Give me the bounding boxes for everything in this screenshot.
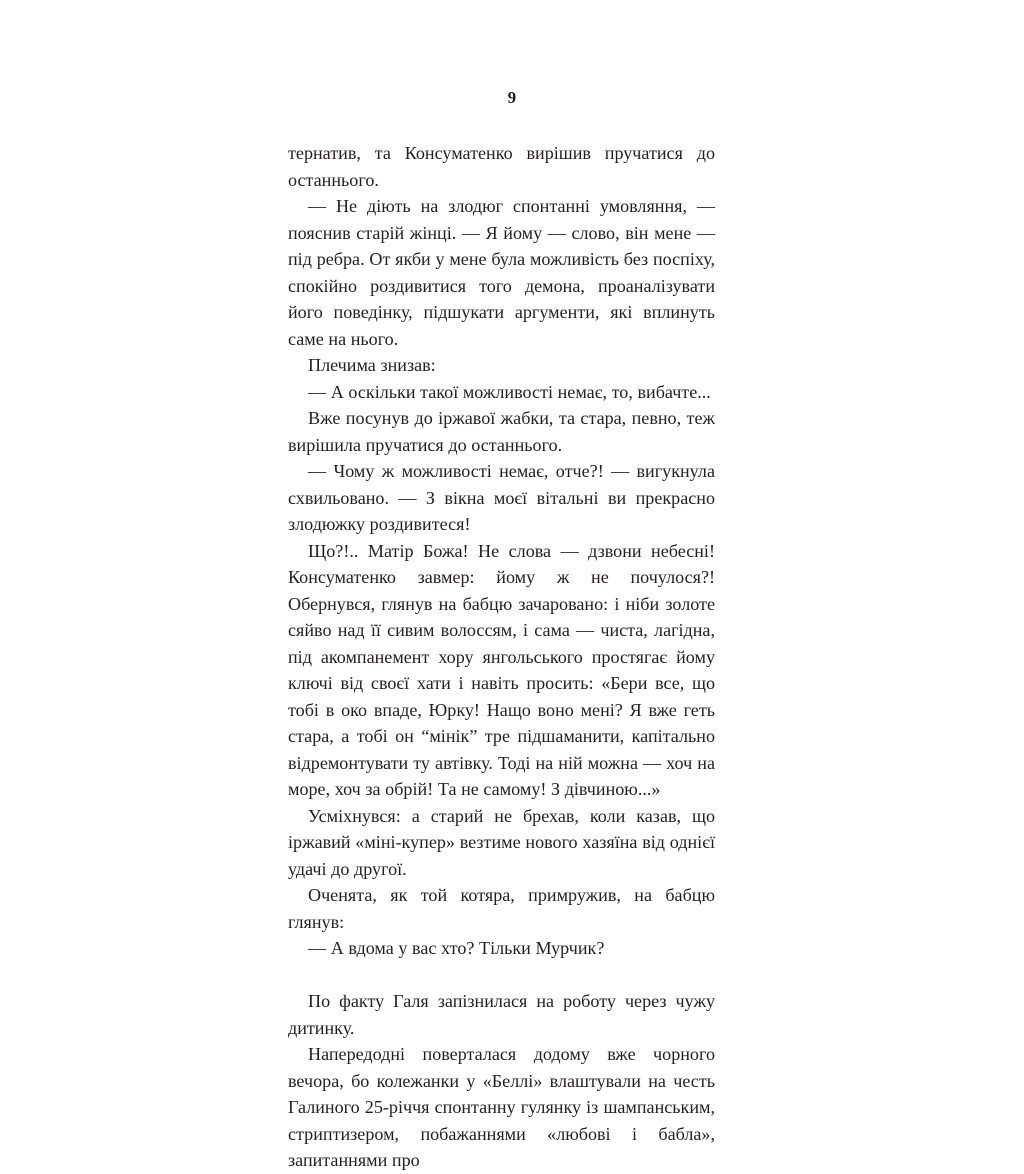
paragraph: тернатив, та Консуматенко вирішив пручатися до останнього. [288,143,715,190]
paragraph: — Чому ж можливості немає, отче?! — вигукнула схвильовано. — З вікна моєї вітальні ви прекрасно злодюжку роздивитеся! [288,461,715,534]
paragraph: Що?!.. Матір Божа! Не слова — дзвони небесні! Консуматенко завмер: йому ж не почулося?! Обернувся, глянув на бабцю зачаровано: і ніби золоте сяйво над її сивим волоссям, і сама — чиста, лагідна, під акомпанемент хору янгольського простягає йому ключі від своєї хати і навіть просить: «Бери все, що тобі в око впаде, Юрку! Нащо воно мені? Я вже геть стара, а тобі он “мінік” тре підшаманити, капітально відремонтувати ту автівку. Тоді на ній можна — хоч на море, хоч за обрій! Та не самому! З дівчиною...» [288,540,715,799]
paragraph: По факту Галя запізнилася на роботу через чужу дитинку. [288,991,715,1038]
paragraph: — А оскільки такої можливості немає, то, вибачте... [308,381,711,402]
page-number: 9 [507,88,517,107]
paragraph: Оченята, як той котяра, примружив, на бабцю глянув: [288,885,715,932]
paragraph: — Не діють на злодюг спонтанні умовляння, — пояснив старій жінці. — Я йому — слово, він мене — під ребра. От якби у мене була можливість без поспіху, спокійно роздивитися того демона, проаналізувати його поведінку, підшукати аргументи, які вплинуть саме на нього. [288,196,715,349]
paragraph: Вже посунув до іржавої жабки, та стара, певно, теж вирішила пручатися до останнього. [288,408,715,455]
paragraph: — А вдома у вас хто? Тільки Мурчик? [308,938,605,958]
paragraph: Плечима знизав: [308,355,436,375]
body-text-column [288,140,715,1174]
paragraph: Усміхнувся: а старий не брехав, коли казав, що іржавий «міні-купер» везтиме нового хазяїна від однієї удачі до другої. [288,805,715,879]
paragraph: Напередодні поверталася додому вже чорного вечора, бо колежанки у «Беллі» влаштували на честь Галиного 25-річчя спонтанну гулянку із шампанським, стриптизером, побажаннями «любові і бабла», запитаннями про [288,1044,715,1170]
